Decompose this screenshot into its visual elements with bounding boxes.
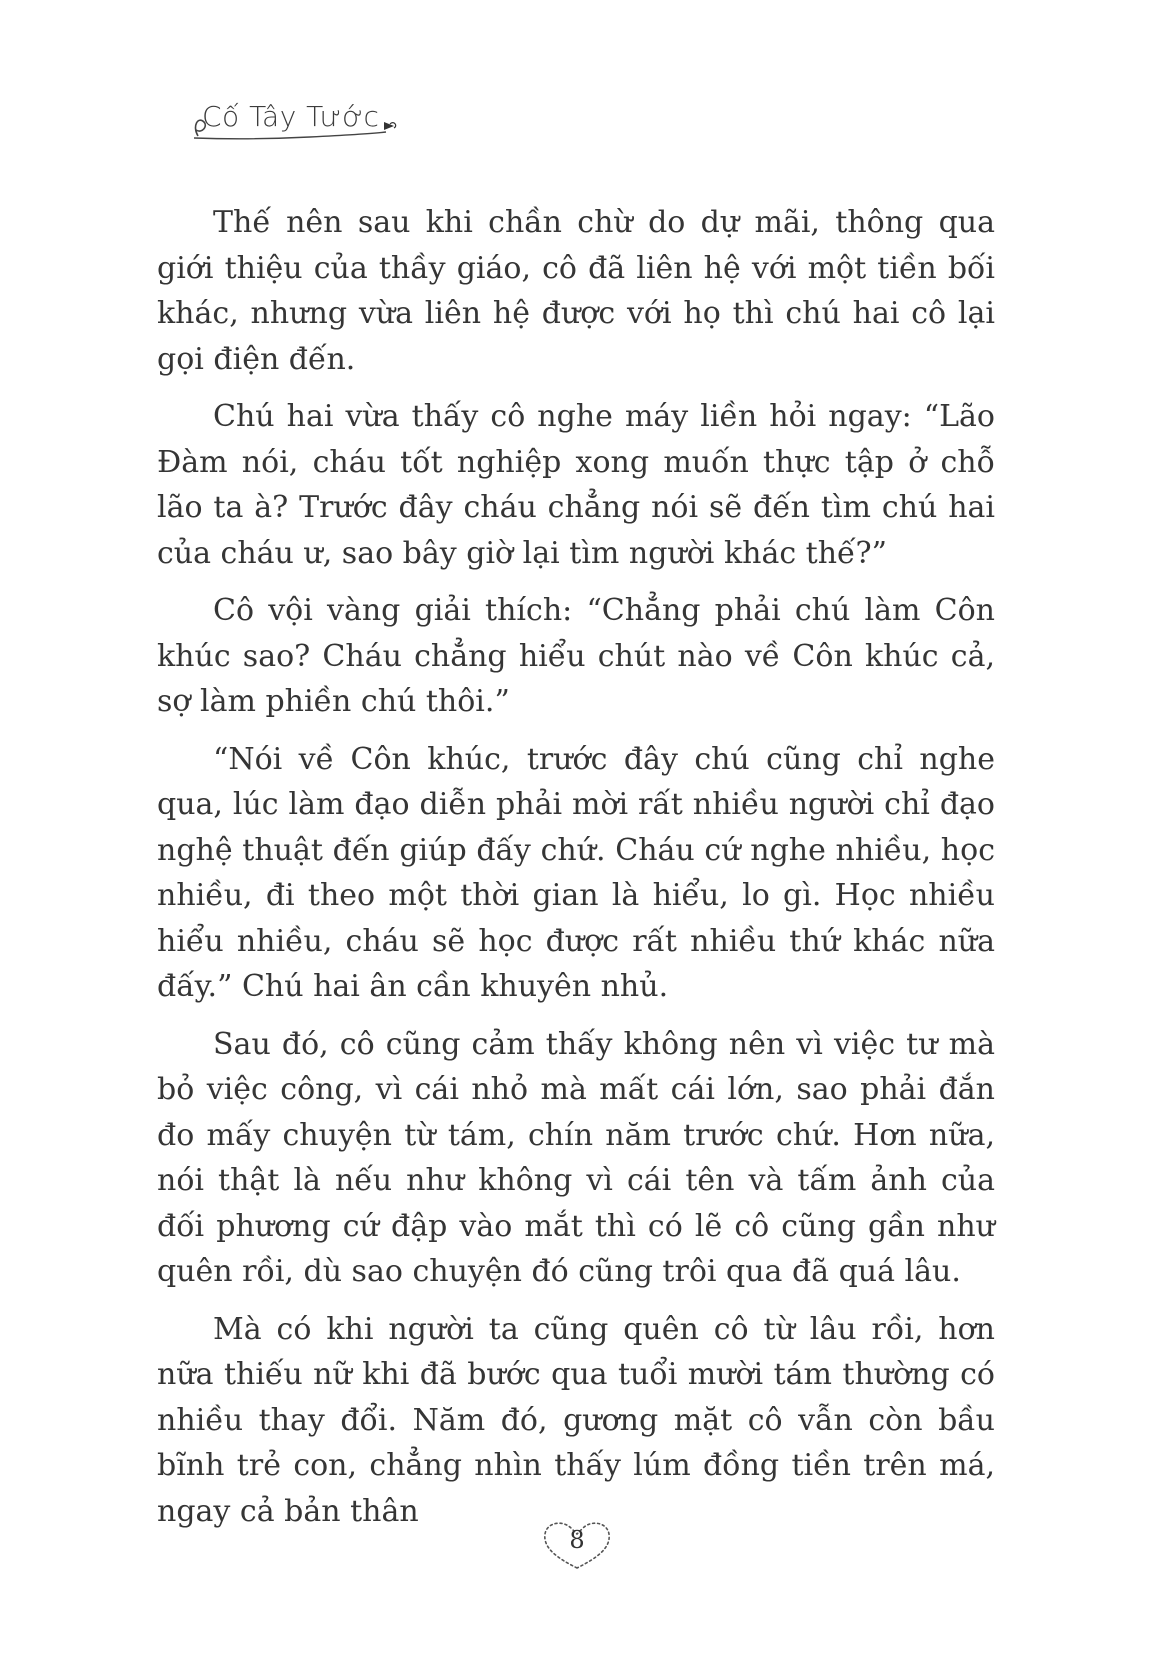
page-number — [537, 1514, 617, 1574]
paragraph: Thế nên sau khi chần chừ do dự mãi, thông qua giới thiệu của thầy giáo, cô đã liên hệ với một tiền bối khác, nhưng vừa liên hệ được với họ thì chú hai cô lại gọi điện đến. — [157, 205, 995, 377]
paragraph: Sau đó, cô cũng cảm thấy không nên vì việc tư mà bỏ việc công, vì cái nhỏ mà mất cái lớn, sao phải đắn đo mấy chuyện từ tám, chín năm trước chứ. Hơn nữa, nói thật là nếu như không vì cái tên và tấm ảnh của đối phương cứ đập vào mắt thì có lẽ cô cũng gần như quên rồi, dù sao chuyện đó cũng trôi qua đã quá lâu. — [157, 1026, 995, 1289]
paragraph: Mà có khi người ta cũng quên cô từ lâu rồi, hơn nữa thiếu nữ khi đã bước qua tuổi mười tám thường có nhiều thay đổi. Năm đó, gương mặt cô vẫn còn bầu bĩnh trẻ con, chẳng nhìn thấy lúm đồng tiền trên má, ngay cả bản thân — [157, 1311, 995, 1529]
body-text — [157, 200, 995, 1546]
page-number-text: 8 — [569, 1526, 585, 1554]
paragraph: Chú hai vừa thấy cô nghe máy liền hỏi ngay: “Lão Đàm nói, cháu tốt nghiệp xong muốn thực tập ở chỗ lão ta à? Trước đây cháu chẳng nói sẽ đến tìm chú hai của cháu ư, sao bây giờ lại tìm người khác thế?” — [157, 399, 995, 571]
header-title: Cố Tây Tước — [202, 100, 380, 133]
paragraph: Cô vội vàng giải thích: “Chẳng phải chú làm Côn khúc sao? Cháu chẳng hiểu chút nào về Côn khúc cả, sợ làm phiền chú thôi.” — [157, 593, 995, 719]
running-header — [190, 96, 430, 156]
paragraph: “Nói về Côn khúc, trước đây chú cũng chỉ nghe qua, lúc làm đạo diễn phải mời rất nhiều người chỉ đạo nghệ thuật đến giúp đấy chứ. Cháu cứ nghe nhiều, học nhiều, đi theo một thời gian là hiểu, lo gì. Học nhiều hiểu nhiều, cháu sẽ học được rất nhiều thứ khác nữa đấy.” Chú hai ân cần khuyên nhủ. — [157, 741, 995, 1004]
